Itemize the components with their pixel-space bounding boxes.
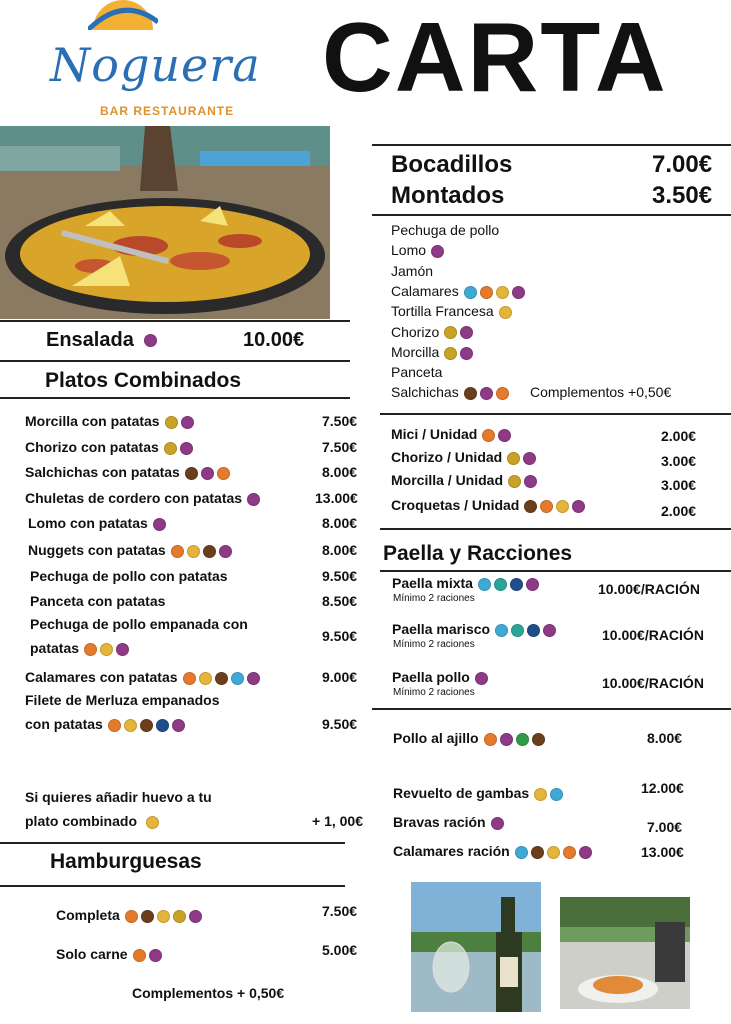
allergen-icon <box>531 846 544 859</box>
montados-price: 3.50€ <box>652 182 713 209</box>
filling-item: Morcilla <box>391 344 473 360</box>
allergen-icon <box>140 719 153 732</box>
allergen-icon <box>153 518 166 531</box>
unidad-item: Morcilla / Unidad <box>391 472 537 488</box>
plato-price: 7.50€ <box>322 439 358 455</box>
allergen-icon <box>125 910 138 923</box>
allergen-icon <box>149 949 162 962</box>
allergen-icon <box>482 429 495 442</box>
allergen-icon <box>532 733 545 746</box>
logo-subtitle: BAR RESTAURANTE <box>100 104 235 118</box>
allergen-icon <box>464 286 477 299</box>
hamburguesa-item: Completa <box>56 907 202 923</box>
allergen-icon <box>146 816 159 829</box>
paella-min: Mínimo 2 raciones <box>393 639 475 650</box>
allergen-icon <box>524 500 537 513</box>
allergen-icon <box>133 949 146 962</box>
allergen-icon <box>484 733 497 746</box>
allergen-icon <box>247 672 260 685</box>
racion-price: 12.00€ <box>641 780 684 796</box>
allergen-icon <box>460 347 473 360</box>
allergen-icon <box>480 286 493 299</box>
plato-item: Salchichas con patatas <box>25 464 230 480</box>
hamburguesa-item: Solo carne <box>56 946 162 962</box>
allergen-icon <box>556 500 569 513</box>
allergen-icons <box>247 493 260 506</box>
complementos-text: Complementos +0,50€ <box>530 384 672 400</box>
allergen-icon <box>124 719 137 732</box>
paella-illustration <box>0 126 330 319</box>
allergen-icon <box>563 846 576 859</box>
plato-item: Chorizo con patatas <box>25 439 193 455</box>
allergen-icon <box>189 910 202 923</box>
racion-item: Calamares ración <box>393 843 592 859</box>
allergen-icons <box>491 817 504 830</box>
allergen-icons <box>499 306 512 319</box>
allergen-icon <box>498 429 511 442</box>
allergen-icon <box>203 545 216 558</box>
allergen-icon <box>108 719 121 732</box>
racion-price: 7.00€ <box>647 819 683 835</box>
allergen-icon <box>534 788 547 801</box>
allergen-icon <box>165 416 178 429</box>
allergen-icon <box>547 846 560 859</box>
allergen-icon <box>181 416 194 429</box>
allergen-icon <box>499 306 512 319</box>
paella-photo <box>0 126 330 319</box>
allergen-icons <box>146 816 159 829</box>
allergen-icons <box>482 429 511 442</box>
ensalada-label: Ensalada <box>46 329 157 352</box>
allergen-icon <box>183 672 196 685</box>
paella-price: 10.00€/RACIÓN <box>602 675 704 691</box>
allergen-icon <box>141 910 154 923</box>
allergen-icon <box>540 500 553 513</box>
allergen-icons <box>524 500 585 513</box>
racion-price: 13.00€ <box>641 844 684 860</box>
plato-item: Pechuga de pollo con patatas <box>30 568 228 584</box>
paella-min: Mínimo 2 raciones <box>393 687 475 698</box>
allergen-icon <box>572 500 585 513</box>
allergen-icons <box>475 672 488 685</box>
allergen-icons <box>444 347 473 360</box>
plato-item-cont: patatas <box>30 640 129 656</box>
allergen-icon <box>515 846 528 859</box>
unidad-item: Chorizo / Unidad <box>391 449 536 465</box>
allergen-icons <box>133 949 162 962</box>
paella-item: Paella marisco <box>392 621 556 637</box>
allergen-icon <box>247 493 260 506</box>
montados-label: Montados <box>391 182 505 209</box>
allergen-icon <box>579 846 592 859</box>
ensalada-price: 10.00€ <box>243 329 305 351</box>
plato-item: Nuggets con patatas <box>28 542 232 558</box>
allergen-icon <box>84 643 97 656</box>
filling-item: Chorizo <box>391 324 473 340</box>
unidad-price: 3.00€ <box>661 453 697 469</box>
plato-price: 9.50€ <box>322 568 358 584</box>
allergen-icon <box>523 452 536 465</box>
bocadillos-price: 7.00€ <box>652 151 713 178</box>
allergen-icon <box>164 442 177 455</box>
wine-illustration <box>411 882 541 1012</box>
hamburguesas-title: Hamburguesas <box>50 850 202 873</box>
plato-item: Pechuga de pollo empanada con <box>30 616 248 632</box>
allergen-icon <box>217 467 230 480</box>
allergen-icon <box>527 624 540 637</box>
allergen-icon <box>231 672 244 685</box>
allergen-icons <box>144 334 157 347</box>
paella-title: Paella y Racciones <box>383 542 573 565</box>
huevo-text-2: plato combinado <box>25 813 159 829</box>
allergen-icons <box>534 788 563 801</box>
allergen-icon <box>172 719 185 732</box>
plato-price: 8.00€ <box>322 464 358 480</box>
allergen-icons <box>84 643 129 656</box>
allergen-icons <box>444 326 473 339</box>
racion-item: Revuelto de gambas <box>393 785 563 801</box>
allergen-icons <box>464 387 509 400</box>
allergen-icons <box>125 910 202 923</box>
allergen-icons <box>108 719 185 732</box>
allergen-icons <box>507 452 536 465</box>
allergen-icons <box>484 733 545 746</box>
paella-item: Paella mixta <box>392 575 539 591</box>
allergen-icon <box>510 578 523 591</box>
allergen-icon <box>157 910 170 923</box>
sun-icon <box>88 0 158 30</box>
plato-item: Morcilla con patatas <box>25 413 194 429</box>
allergen-icon <box>516 733 529 746</box>
allergen-icon <box>100 643 113 656</box>
allergen-icons <box>153 518 166 531</box>
allergen-icon <box>507 452 520 465</box>
allergen-icon <box>444 326 457 339</box>
allergen-icon <box>431 245 444 258</box>
plato-price: 8.50€ <box>322 593 358 609</box>
plato-item: Panceta con patatas <box>30 593 166 609</box>
bocadillos-label: Bocadillos <box>391 151 513 178</box>
plato-item: Chuletas de cordero con patatas <box>25 490 260 506</box>
allergen-icon <box>526 578 539 591</box>
allergen-icons <box>185 467 230 480</box>
allergen-icon <box>524 475 537 488</box>
filling-item: Jamón <box>391 262 434 279</box>
allergen-icon <box>475 672 488 685</box>
hamb-complementos: Complementos + 0,50€ <box>132 985 285 1001</box>
allergen-icon <box>187 545 200 558</box>
allergen-icons <box>464 286 525 299</box>
allergen-icon <box>199 672 212 685</box>
allergen-icon <box>494 578 507 591</box>
allergen-icons <box>478 578 539 591</box>
filling-item: Salchichas <box>391 384 509 400</box>
huevo-text-1: Si quieres añadir huevo a tu <box>25 789 212 805</box>
allergen-icon <box>543 624 556 637</box>
platos-title: Platos Combinados <box>45 369 242 392</box>
huevo-price: + 1, 00€ <box>312 813 363 829</box>
wine-photo <box>411 882 541 1012</box>
plato-item-cont: con patatas <box>25 716 185 732</box>
hamburguesa-price: 7.50€ <box>322 903 358 919</box>
plato-price: 8.00€ <box>322 542 358 558</box>
allergen-icon <box>500 733 513 746</box>
plato-price: 13.00€ <box>315 490 358 506</box>
allergen-icons <box>164 442 193 455</box>
unidad-item: Mici / Unidad <box>391 426 511 442</box>
allergen-icon <box>171 545 184 558</box>
filling-item: Tortilla Francesa <box>391 303 512 319</box>
allergen-icons <box>495 624 556 637</box>
unidad-price: 2.00€ <box>661 503 697 519</box>
paella-price: 10.00€/RACIÓN <box>598 581 700 597</box>
allergen-icon <box>444 347 457 360</box>
paella-price: 10.00€/RACIÓN <box>602 627 704 643</box>
plato-price: 7.50€ <box>322 413 358 429</box>
plato-price: 8.00€ <box>322 515 358 531</box>
allergen-icon <box>550 788 563 801</box>
allergen-icon <box>460 326 473 339</box>
plato-item: Lomo con patatas <box>28 515 166 531</box>
plato-item: Calamares con patatas <box>25 669 260 685</box>
allergen-icons <box>515 846 592 859</box>
unidad-price: 2.00€ <box>661 428 697 444</box>
racion-price: 8.00€ <box>647 730 683 746</box>
allergen-icons <box>431 245 444 258</box>
allergen-icon <box>511 624 524 637</box>
filling-item: Lomo <box>391 242 444 258</box>
plato-price: 9.50€ <box>322 628 358 644</box>
paella-item: Paella pollo <box>392 669 488 685</box>
allergen-icon <box>144 334 157 347</box>
allergen-icon <box>464 387 477 400</box>
allergen-icon <box>201 467 214 480</box>
unidad-item: Croquetas / Unidad <box>391 497 585 513</box>
filling-item: Pechuga de pollo <box>391 222 500 238</box>
allergen-icon <box>180 442 193 455</box>
filling-item: Calamares <box>391 283 525 299</box>
tapas-illustration <box>560 897 690 1009</box>
filling-item: Panceta <box>391 364 443 381</box>
allergen-icon <box>496 286 509 299</box>
allergen-icon <box>116 643 129 656</box>
allergen-icon <box>478 578 491 591</box>
tapas-photo <box>560 897 690 1009</box>
allergen-icons <box>508 475 537 488</box>
page-title: CARTA <box>322 2 668 112</box>
allergen-icon <box>512 286 525 299</box>
allergen-icon <box>480 387 493 400</box>
logo-name: Noguera <box>50 38 261 92</box>
unidad-price: 3.00€ <box>661 477 697 493</box>
allergen-icon <box>185 467 198 480</box>
allergen-icon <box>491 817 504 830</box>
paella-min: Mínimo 2 raciones <box>393 593 475 604</box>
plato-item: Filete de Merluza empanados <box>25 692 220 708</box>
allergen-icons <box>165 416 194 429</box>
allergen-icon <box>215 672 228 685</box>
allergen-icon <box>173 910 186 923</box>
racion-item: Bravas ración <box>393 814 504 830</box>
racion-item: Pollo al ajillo <box>393 730 545 746</box>
hamburguesa-price: 5.00€ <box>322 942 358 958</box>
plato-price: 9.50€ <box>322 716 358 732</box>
allergen-icon <box>156 719 169 732</box>
allergen-icon <box>496 387 509 400</box>
allergen-icon <box>508 475 521 488</box>
allergen-icon <box>219 545 232 558</box>
allergen-icon <box>495 624 508 637</box>
plato-price: 9.00€ <box>322 669 358 685</box>
allergen-icons <box>183 672 260 685</box>
allergen-icons <box>171 545 232 558</box>
